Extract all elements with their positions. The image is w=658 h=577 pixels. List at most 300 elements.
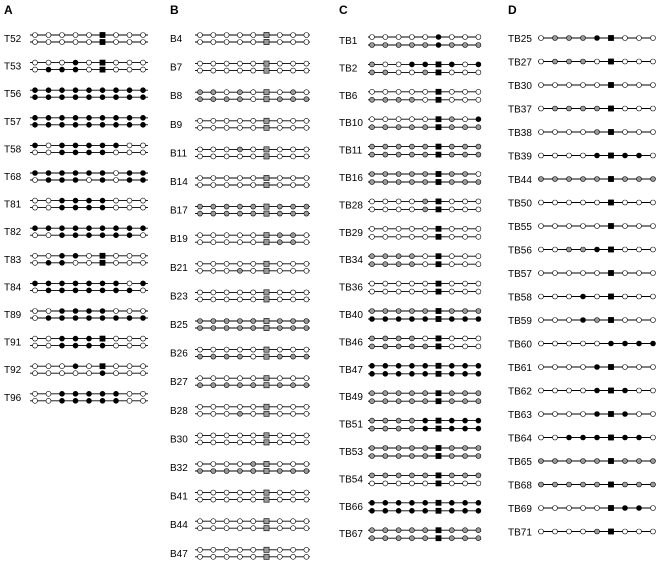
clone-label: B17: [170, 205, 188, 217]
unmethylated-cpg-circle: [198, 154, 203, 159]
methylated-cpg-circle: [46, 95, 51, 100]
unmethylated-cpg-circle: [476, 207, 481, 212]
methylated-cpg-circle: [46, 281, 51, 286]
unmethylated-cpg-circle: [237, 490, 242, 495]
unmethylated-cpg-circle: [224, 183, 229, 188]
methylated-cpg-circle: [100, 281, 105, 286]
cpg-square-site: [264, 175, 269, 180]
clone-label: TB30: [508, 81, 532, 92]
methylated-cpg-circle: [100, 150, 105, 155]
unmethylated-cpg-circle: [251, 147, 256, 152]
cpg-square-site: [264, 433, 269, 438]
methylated-cpg-circle: [60, 122, 65, 127]
clone-row: [170, 433, 310, 446]
unmethylated-cpg-circle: [291, 33, 296, 38]
partial-cpg-circle: [211, 326, 216, 331]
unmethylated-cpg-circle: [623, 106, 628, 111]
unmethylated-cpg-circle: [277, 411, 282, 416]
partial-cpg-circle: [396, 309, 401, 314]
partial-cpg-circle: [383, 473, 388, 478]
clone-label: TB68: [508, 480, 532, 492]
methylated-cpg-circle: [87, 171, 92, 176]
clone-label: TB11: [339, 145, 363, 157]
cpg-square-site: [436, 281, 441, 286]
unmethylated-cpg-circle: [396, 226, 401, 231]
partial-cpg-circle: [449, 391, 454, 396]
unmethylated-cpg-circle: [595, 271, 600, 276]
unmethylated-cpg-circle: [224, 462, 229, 467]
unmethylated-cpg-circle: [567, 529, 572, 534]
methylated-cpg-circle: [46, 288, 51, 293]
clone-label: TB47: [339, 364, 363, 376]
methylated-cpg-circle: [46, 226, 51, 231]
clone-row: [170, 290, 310, 303]
cpg-square-site: [264, 125, 269, 130]
unmethylated-cpg-circle: [198, 40, 203, 45]
partial-cpg-circle: [370, 152, 375, 157]
unmethylated-cpg-circle: [623, 130, 628, 135]
methylated-cpg-circle: [423, 500, 428, 505]
partial-cpg-circle: [423, 536, 428, 541]
cpg-square-site: [264, 61, 269, 66]
cpg-square-site: [436, 144, 441, 149]
unmethylated-cpg-circle: [73, 260, 78, 265]
partial-cpg-circle: [476, 473, 481, 478]
unmethylated-cpg-circle: [211, 61, 216, 66]
unmethylated-cpg-circle: [304, 40, 309, 45]
cpg-square-site: [264, 354, 269, 359]
methylated-cpg-circle: [449, 371, 454, 376]
unmethylated-cpg-circle: [383, 89, 388, 94]
clone-label: TB56: [508, 245, 532, 257]
partial-cpg-circle: [198, 383, 203, 388]
unmethylated-cpg-circle: [291, 376, 296, 381]
partial-cpg-circle: [396, 97, 401, 102]
partial-cpg-circle: [277, 469, 282, 474]
partial-cpg-circle: [423, 125, 428, 130]
panel-a: [4, 3, 148, 404]
methylated-cpg-circle: [87, 88, 92, 93]
cpg-square-site: [264, 383, 269, 388]
unmethylated-cpg-circle: [211, 261, 216, 266]
clone-row: [339, 199, 481, 212]
partial-cpg-circle: [383, 254, 388, 259]
unmethylated-cpg-circle: [291, 68, 296, 73]
clone-label: T56: [4, 89, 22, 101]
cpg-square-site: [436, 473, 441, 478]
unmethylated-cpg-circle: [463, 481, 468, 486]
methylated-cpg-circle: [595, 412, 600, 417]
panel-b: [170, 3, 310, 560]
partial-cpg-circle: [423, 454, 428, 459]
unmethylated-cpg-circle: [211, 440, 216, 445]
partial-cpg-circle: [383, 180, 388, 185]
partial-cpg-circle: [370, 399, 375, 404]
unmethylated-cpg-circle: [33, 253, 38, 258]
partial-cpg-circle: [224, 383, 229, 388]
unmethylated-cpg-circle: [304, 268, 309, 273]
unmethylated-cpg-circle: [304, 61, 309, 66]
methylated-cpg-circle: [114, 288, 119, 293]
clone-row: [339, 254, 481, 267]
unmethylated-cpg-circle: [277, 347, 282, 352]
cpg-square-site: [436, 391, 441, 396]
unmethylated-cpg-circle: [291, 519, 296, 524]
unmethylated-cpg-circle: [224, 118, 229, 123]
unmethylated-cpg-circle: [383, 199, 388, 204]
methylated-cpg-circle: [60, 205, 65, 210]
panel-letter: B: [170, 3, 179, 17]
unmethylated-cpg-circle: [637, 365, 642, 370]
methylated-cpg-circle: [383, 500, 388, 505]
unmethylated-cpg-circle: [423, 262, 428, 267]
partial-cpg-circle: [211, 354, 216, 359]
cpg-square-site: [608, 364, 613, 369]
unmethylated-cpg-circle: [211, 147, 216, 152]
cpg-square-site: [264, 404, 269, 409]
cpg-square-site: [264, 526, 269, 531]
unmethylated-cpg-circle: [198, 554, 203, 559]
partial-cpg-circle: [463, 536, 468, 541]
unmethylated-cpg-circle: [237, 154, 242, 159]
partial-cpg-circle: [553, 482, 558, 487]
unmethylated-cpg-circle: [198, 125, 203, 130]
partial-cpg-circle: [237, 147, 242, 152]
unmethylated-cpg-circle: [423, 35, 428, 40]
methylated-cpg-circle: [409, 371, 414, 376]
unmethylated-cpg-circle: [127, 143, 132, 148]
partial-cpg-circle: [396, 172, 401, 177]
partial-cpg-circle: [581, 459, 586, 464]
methylated-cpg-circle: [449, 317, 454, 322]
clone-row: [508, 481, 656, 492]
partial-cpg-circle: [567, 177, 572, 182]
unmethylated-cpg-circle: [141, 343, 146, 348]
cpg-square-site: [608, 458, 613, 463]
cpg-square-site: [264, 411, 269, 416]
unmethylated-cpg-circle: [637, 224, 642, 229]
cpg-square-site: [100, 67, 105, 72]
unmethylated-cpg-circle: [383, 62, 388, 67]
partial-cpg-circle: [637, 459, 642, 464]
cpg-square-site: [436, 97, 441, 102]
partial-cpg-circle: [409, 97, 414, 102]
unmethylated-cpg-circle: [423, 336, 428, 341]
partial-cpg-circle: [423, 144, 428, 149]
unmethylated-cpg-circle: [211, 297, 216, 302]
unmethylated-cpg-circle: [623, 318, 628, 323]
partial-cpg-circle: [567, 59, 572, 64]
clone-label: T57: [4, 116, 22, 128]
unmethylated-cpg-circle: [251, 433, 256, 438]
partial-cpg-circle: [396, 152, 401, 157]
unmethylated-cpg-circle: [198, 411, 203, 416]
partial-cpg-circle: [423, 199, 428, 204]
unmethylated-cpg-circle: [46, 198, 51, 203]
methylated-cpg-circle: [423, 426, 428, 431]
unmethylated-cpg-circle: [291, 118, 296, 123]
unmethylated-cpg-circle: [237, 526, 242, 531]
unmethylated-cpg-circle: [539, 506, 544, 511]
unmethylated-cpg-circle: [127, 343, 132, 348]
unmethylated-cpg-circle: [198, 33, 203, 38]
clone-label: TB44: [508, 175, 532, 186]
partial-cpg-circle: [396, 43, 401, 48]
methylated-cpg-circle: [370, 317, 375, 322]
methylated-cpg-circle: [100, 88, 105, 93]
unmethylated-cpg-circle: [449, 254, 454, 259]
unmethylated-cpg-circle: [277, 440, 282, 445]
clone-label: TB66: [339, 501, 363, 513]
methylated-cpg-circle: [114, 143, 119, 148]
cpg-square-site: [608, 129, 613, 134]
unmethylated-cpg-circle: [114, 343, 119, 348]
partial-cpg-circle: [198, 319, 203, 324]
unmethylated-cpg-circle: [637, 130, 642, 135]
unmethylated-cpg-circle: [637, 36, 642, 41]
methylated-cpg-circle: [73, 281, 78, 286]
cpg-square-site: [436, 316, 441, 321]
partial-cpg-circle: [304, 319, 309, 324]
clone-label: TB34: [339, 255, 363, 267]
unmethylated-cpg-circle: [33, 398, 38, 403]
clone-row: [339, 35, 481, 48]
cpg-square-site: [264, 154, 269, 159]
unmethylated-cpg-circle: [304, 433, 309, 438]
unmethylated-cpg-circle: [383, 234, 388, 239]
methylated-cpg-circle: [396, 508, 401, 513]
methylated-cpg-circle: [60, 309, 65, 314]
unmethylated-cpg-circle: [33, 336, 38, 341]
unmethylated-cpg-circle: [476, 262, 481, 267]
methylated-cpg-circle: [127, 115, 132, 120]
methylated-cpg-circle: [595, 153, 600, 158]
clone-row: [339, 445, 481, 458]
partial-cpg-circle: [396, 254, 401, 259]
partial-cpg-circle: [291, 90, 296, 95]
unmethylated-cpg-circle: [277, 526, 282, 531]
unmethylated-cpg-circle: [46, 33, 51, 38]
cpg-square-site: [608, 388, 613, 393]
methylated-cpg-circle: [141, 95, 146, 100]
unmethylated-cpg-circle: [114, 364, 119, 369]
unmethylated-cpg-circle: [237, 462, 242, 467]
cpg-square-site: [608, 294, 613, 299]
unmethylated-cpg-circle: [277, 404, 282, 409]
unmethylated-cpg-circle: [539, 388, 544, 393]
partial-cpg-circle: [198, 211, 203, 216]
unmethylated-cpg-circle: [141, 33, 146, 38]
partial-cpg-circle: [409, 528, 414, 533]
unmethylated-cpg-circle: [581, 130, 586, 135]
unmethylated-cpg-circle: [463, 226, 468, 231]
clone-row: [508, 175, 656, 186]
clone-row: [4, 143, 148, 156]
partial-cpg-circle: [396, 125, 401, 130]
unmethylated-cpg-circle: [553, 412, 558, 417]
unmethylated-cpg-circle: [198, 268, 203, 273]
methylated-cpg-circle: [476, 317, 481, 322]
partial-cpg-circle: [463, 180, 468, 185]
unmethylated-cpg-circle: [198, 526, 203, 531]
clone-label: TB57: [508, 269, 532, 280]
unmethylated-cpg-circle: [141, 150, 146, 155]
partial-cpg-circle: [370, 336, 375, 341]
unmethylated-cpg-circle: [396, 234, 401, 239]
unmethylated-cpg-circle: [127, 398, 132, 403]
partial-cpg-circle: [396, 336, 401, 341]
partial-cpg-circle: [396, 391, 401, 396]
methylated-cpg-circle: [100, 398, 105, 403]
partial-cpg-circle: [449, 446, 454, 451]
clone-row: [508, 457, 656, 468]
unmethylated-cpg-circle: [198, 147, 203, 152]
cpg-square-site: [264, 204, 269, 209]
methylated-cpg-circle: [463, 418, 468, 423]
clone-row: [339, 363, 481, 376]
clone-row: [170, 490, 310, 503]
partial-cpg-circle: [463, 528, 468, 533]
unmethylated-cpg-circle: [476, 89, 481, 94]
cpg-square-site: [264, 118, 269, 123]
unmethylated-cpg-circle: [595, 59, 600, 64]
cpg-square-site: [608, 153, 613, 158]
cpg-square-site: [264, 347, 269, 352]
partial-cpg-circle: [595, 130, 600, 135]
unmethylated-cpg-circle: [539, 83, 544, 88]
partial-cpg-circle: [396, 399, 401, 404]
unmethylated-cpg-circle: [277, 261, 282, 266]
methylated-cpg-circle: [87, 343, 92, 348]
unmethylated-cpg-circle: [449, 344, 454, 349]
methylated-cpg-circle: [87, 391, 92, 396]
unmethylated-cpg-circle: [449, 207, 454, 212]
clone-label: B27: [170, 377, 188, 389]
unmethylated-cpg-circle: [291, 154, 296, 159]
methylated-cpg-circle: [423, 371, 428, 376]
unmethylated-cpg-circle: [211, 68, 216, 73]
unmethylated-cpg-circle: [423, 289, 428, 294]
unmethylated-cpg-circle: [224, 154, 229, 159]
unmethylated-cpg-circle: [211, 183, 216, 188]
unmethylated-cpg-circle: [304, 33, 309, 38]
methylated-cpg-circle: [33, 143, 38, 148]
unmethylated-cpg-circle: [198, 261, 203, 266]
unmethylated-cpg-circle: [60, 33, 65, 38]
partial-cpg-circle: [198, 354, 203, 359]
unmethylated-cpg-circle: [383, 281, 388, 286]
unmethylated-cpg-circle: [224, 125, 229, 130]
partial-cpg-circle: [409, 344, 414, 349]
clone-label: TB61: [508, 363, 532, 374]
unmethylated-cpg-circle: [449, 262, 454, 267]
unmethylated-cpg-circle: [553, 153, 558, 158]
partial-cpg-circle: [423, 172, 428, 177]
unmethylated-cpg-circle: [224, 61, 229, 66]
methylated-cpg-circle: [60, 198, 65, 203]
methylated-cpg-circle: [476, 363, 481, 368]
partial-cpg-circle: [370, 172, 375, 177]
cpg-square-site: [264, 261, 269, 266]
unmethylated-cpg-circle: [423, 117, 428, 122]
methylated-cpg-circle: [114, 281, 119, 286]
partial-cpg-circle: [396, 262, 401, 267]
unmethylated-cpg-circle: [409, 289, 414, 294]
cpg-square-site: [608, 200, 613, 205]
cpg-square-site: [100, 60, 105, 65]
partial-cpg-circle: [383, 125, 388, 130]
unmethylated-cpg-circle: [370, 226, 375, 231]
unmethylated-cpg-circle: [141, 364, 146, 369]
unmethylated-cpg-circle: [651, 506, 656, 511]
unmethylated-cpg-circle: [396, 281, 401, 286]
unmethylated-cpg-circle: [46, 253, 51, 258]
unmethylated-cpg-circle: [396, 199, 401, 204]
unmethylated-cpg-circle: [539, 271, 544, 276]
unmethylated-cpg-circle: [141, 260, 146, 265]
partial-cpg-circle: [383, 70, 388, 75]
partial-cpg-circle: [383, 97, 388, 102]
unmethylated-cpg-circle: [449, 281, 454, 286]
partial-cpg-circle: [463, 172, 468, 177]
partial-cpg-circle: [370, 391, 375, 396]
partial-cpg-circle: [383, 536, 388, 541]
clone-label: B30: [170, 434, 188, 446]
unmethylated-cpg-circle: [33, 178, 38, 183]
partial-cpg-circle: [291, 240, 296, 245]
partial-cpg-circle: [237, 354, 242, 359]
methylated-cpg-circle: [60, 226, 65, 231]
methylated-cpg-circle: [73, 95, 78, 100]
cpg-square-site: [608, 435, 613, 440]
unmethylated-cpg-circle: [370, 35, 375, 40]
unmethylated-cpg-circle: [211, 462, 216, 467]
unmethylated-cpg-circle: [198, 462, 203, 467]
unmethylated-cpg-circle: [304, 154, 309, 159]
partial-cpg-circle: [449, 144, 454, 149]
clone-row: [508, 199, 656, 210]
unmethylated-cpg-circle: [553, 294, 558, 299]
clone-row: [508, 128, 656, 139]
clone-label: TB40: [339, 310, 363, 321]
unmethylated-cpg-circle: [251, 354, 256, 359]
unmethylated-cpg-circle: [595, 341, 600, 346]
partial-cpg-circle: [237, 383, 242, 388]
unmethylated-cpg-circle: [304, 462, 309, 467]
unmethylated-cpg-circle: [637, 247, 642, 252]
unmethylated-cpg-circle: [46, 40, 51, 45]
unmethylated-cpg-circle: [224, 526, 229, 531]
clone-row: [4, 309, 148, 322]
partial-cpg-circle: [370, 473, 375, 478]
methylated-cpg-circle: [637, 506, 642, 511]
clone-row: [4, 171, 148, 184]
cpg-square-site: [264, 97, 269, 102]
cpg-square-site: [608, 223, 613, 228]
methylated-cpg-circle: [141, 226, 146, 231]
partial-cpg-circle: [304, 383, 309, 388]
clone-row: [508, 504, 656, 515]
clone-label: T68: [4, 172, 22, 183]
unmethylated-cpg-circle: [211, 40, 216, 45]
unmethylated-cpg-circle: [396, 89, 401, 94]
clone-label: TB51: [339, 419, 363, 431]
cpg-square-site: [264, 290, 269, 295]
unmethylated-cpg-circle: [595, 506, 600, 511]
unmethylated-cpg-circle: [423, 481, 428, 486]
unmethylated-cpg-circle: [581, 83, 586, 88]
unmethylated-cpg-circle: [277, 68, 282, 73]
